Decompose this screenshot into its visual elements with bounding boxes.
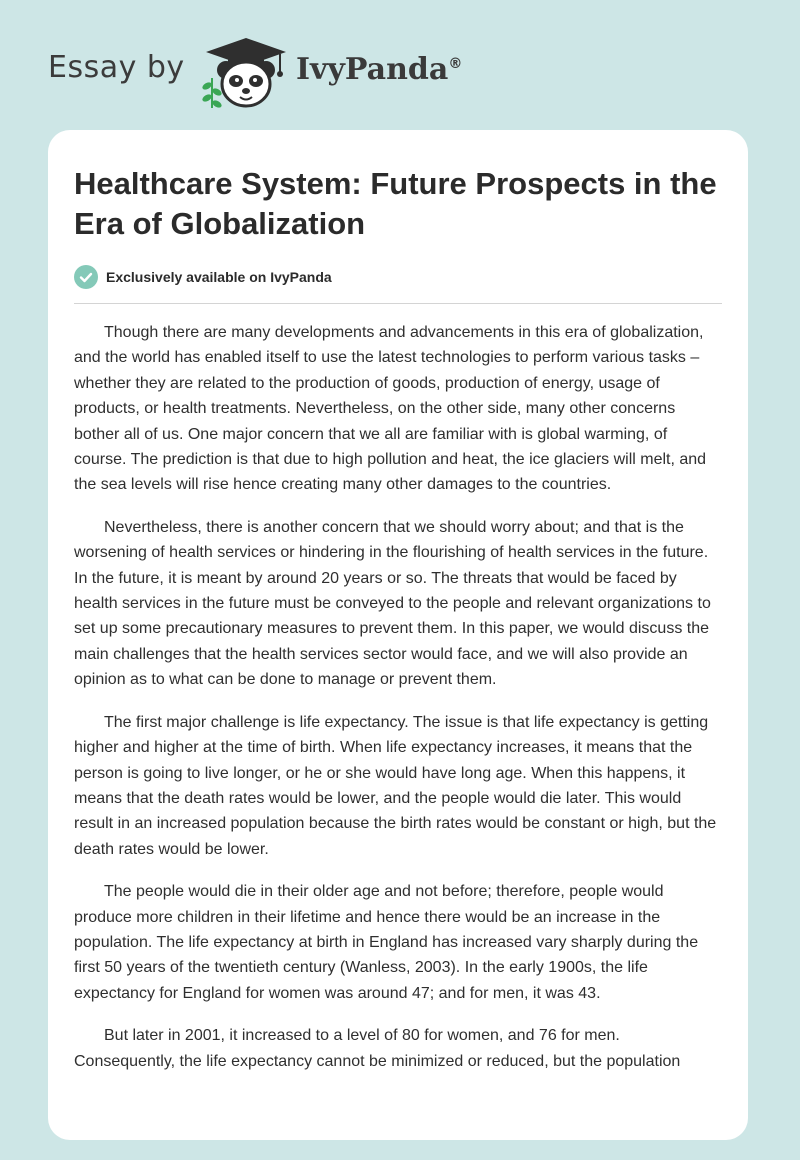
brand-name[interactable] (296, 52, 462, 87)
essay-card (48, 130, 748, 1140)
panda-logo-icon[interactable] (198, 34, 294, 110)
brand-text: IvyPanda (296, 52, 449, 87)
essay-body (74, 320, 724, 1091)
paragraph: But later in 2001, it increased to a level of 80 for women, and 76 for men. Consequently, the life expectancy cannot be minimized or reduced, but the population (74, 1027, 681, 1070)
paragraph: The first major challenge is life expectancy. The issue is that life expectancy is getting higher and higher at the time of birth. When life expectancy increases, it means that the person is going to live longer, or he or she would have long age. When this happens, it means that the death rates would be lower, and the people would die later. This would result in an increased population because the birth rates would be constant or high, but the death rates would be lower. (74, 713, 717, 858)
divider (74, 303, 722, 304)
paragraph: Nevertheless, there is another concern that we should worry about; and that is the worsening of health services or hindering in the flourishing of health services in the future. In the future, it is meant by around 20 years or so. The threats that would be faced by health services in the future must be conveyed to the people and relevant organizations to set up some precautionary measures to prevent them. In this paper, we would discuss the main challenges that the health services sector would face, and we will also provide an opinion as to what can be done to manage or prevent them. (74, 518, 711, 689)
site-header (0, 0, 800, 130)
check-icon (74, 265, 98, 289)
exclusive-badge (74, 264, 332, 290)
paragraph: Though there are many developments and advancements in this era of globalization, and the world has enabled itself to use the latest technologies to perform various tasks – whether they are related to the production of goods, production of energy, usage of products, or health treatments. Nevertheless, on the other side, many other concerns bother all of us. One major concern that we all are familiar with is global warming, of course. The prediction is that due to high pollution and heat, the ice glaciers will melt, and the sea levels will rise hence creating many other damages to the countries. (74, 324, 707, 494)
exclusive-badge-label: Exclusively available on IvyPanda (106, 269, 332, 285)
paragraph: The people would die in their older age and not before; therefore, people would produce more children in their lifetime and hence there would be an increase in the population. The life expectancy at birth in England has increased vary sharply during the first 50 years of the twentieth century (Wanless, 2003). In the early 1900s, the life expectancy for England for women was around 47; and for men, it was 43. (74, 883, 699, 1002)
registered-mark: ® (448, 56, 463, 72)
essay-by-label: Essay by (48, 50, 185, 85)
page-title: Healthcare System: Future Prospects in the Era of Globalization (74, 166, 717, 241)
